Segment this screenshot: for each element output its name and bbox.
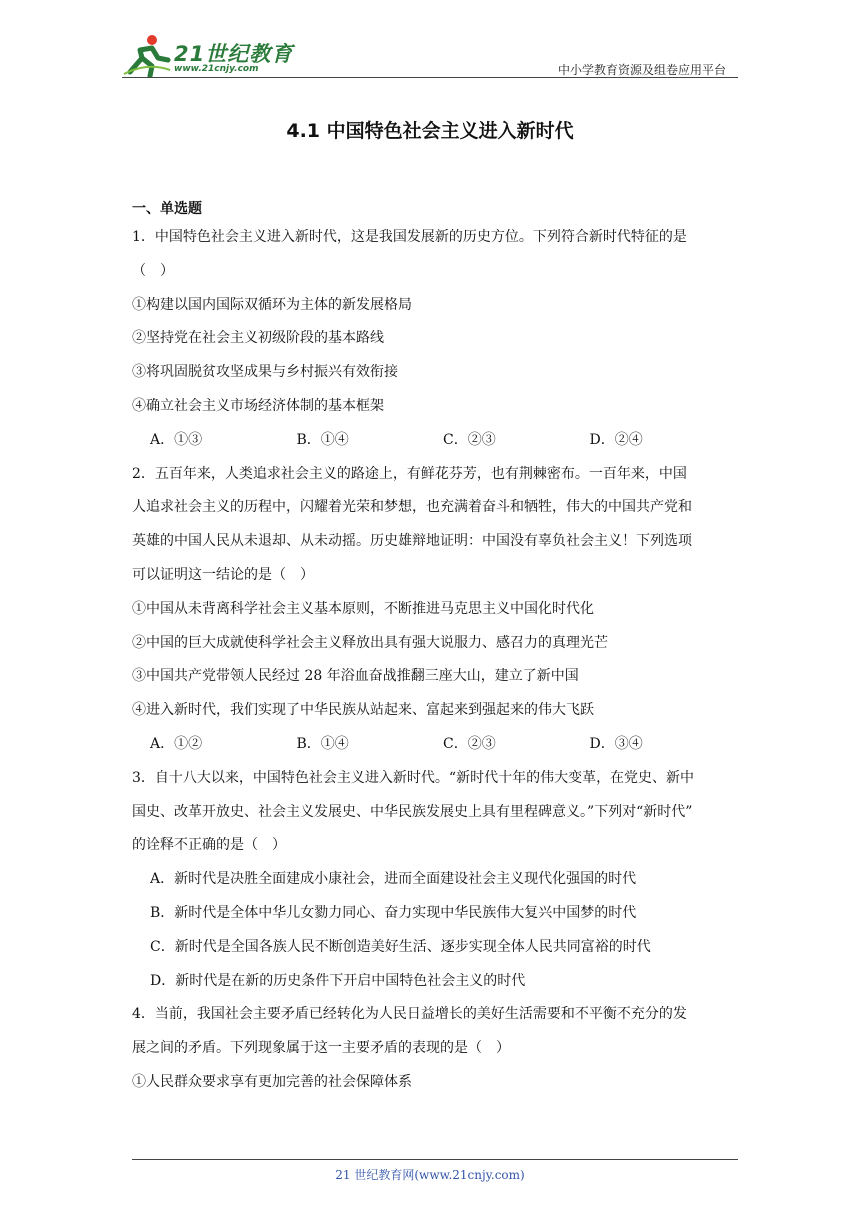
- page-footer[interactable]: 21 世纪教育网(www.21cnjy.com): [335, 1168, 525, 1182]
- question-3-option-d[interactable]: D．新时代是在新的历史条件下开启中国特色社会主义的时代: [150, 972, 526, 989]
- question-3-option-a[interactable]: A．新时代是决胜全面建成小康社会，进而全面建设社会主义现代化强国的时代: [150, 871, 637, 888]
- question-1-option-c[interactable]: C．②③: [443, 431, 496, 448]
- site-logo[interactable]: [122, 32, 292, 78]
- header-divider: [122, 77, 738, 78]
- platform-name: 中小学教育资源及组卷应用平台: [557, 63, 726, 77]
- question-2-stem-line-4: 可以证明这一结论的是（ ）: [132, 566, 314, 583]
- question-3-stem-line-2: 国史、改革开放史、社会主义发展史、中华民族发展史上具有里程碑意义。”下列对“新时代”: [132, 803, 693, 820]
- question-1-stem-line-2: （ ）: [132, 262, 174, 279]
- question-list: [132, 221, 736, 1100]
- page-title: 4.1 中国特色社会主义进入新时代: [286, 120, 574, 142]
- question-1-option-b[interactable]: B．①④: [296, 431, 349, 448]
- page-header: [122, 28, 738, 80]
- question-2-item-2: ②中国的巨大成就使科学社会主义释放出具有强大说服力、感召力的真理光芒: [132, 634, 608, 651]
- question-3-stem-line-3: 的诠释不正确的是（ ）: [132, 837, 286, 854]
- question-2-stem-line-2: 人追求社会主义的历程中，闪耀着光荣和梦想，也充满着奋斗和牺牲，伟大的中国共产党和: [132, 499, 692, 516]
- runner-logo-icon: [122, 32, 172, 78]
- question-1-item-2: ②坚持党在社会主义初级阶段的基本路线: [132, 330, 384, 347]
- logo-text: 21世纪教育: [174, 42, 294, 66]
- question-1-option-a[interactable]: A．①③: [150, 431, 203, 448]
- question-1-option-d[interactable]: D．②④: [589, 431, 643, 448]
- question-2-option-b[interactable]: B．①④: [296, 735, 349, 752]
- question-1-item-1: ①构建以国内国际双循环为主体的新发展格局: [132, 296, 412, 313]
- question-2-item-1: ①中国从未背离科学社会主义基本原则，不断推进马克思主义中国化时代化: [132, 600, 594, 617]
- question-2-item-3: ③中国共产党带领人民经过 28 年浴血奋战推翻三座大山，建立了新中国: [132, 668, 579, 685]
- question-2-item-4: ④进入新时代，我们实现了中华民族从站起来、富起来到强起来的伟大飞跃: [132, 702, 594, 719]
- question-1-item-4: ④确立社会主义市场经济体制的基本框架: [132, 397, 384, 414]
- question-4-stem-line-1: 4．当前，我国社会主要矛盾已经转化为人民日益增长的美好生活需要和不平衡不充分的发: [132, 1006, 687, 1023]
- question-2-option-a[interactable]: A．①②: [150, 735, 203, 752]
- question-2-option-d[interactable]: D．③④: [589, 735, 643, 752]
- logo-url: www.21cnjy.com: [174, 64, 259, 74]
- footer-divider: [132, 1159, 738, 1160]
- question-1-stem-line-1: 1．中国特色社会主义进入新时代，这是我国发展新的历史方位。下列符合新时代特征的是: [132, 229, 687, 245]
- question-3-option-b[interactable]: B．新时代是全体中华儿女勠力同心、奋力实现中华民族伟大复兴中国梦的时代: [150, 904, 637, 921]
- section-heading: 一、单选题: [132, 201, 202, 217]
- question-3-stem-line-1: 3．自十八大以来，中国特色社会主义进入新时代。“新时代十年的伟大变革，在党史、新中: [132, 769, 695, 786]
- question-4-stem-line-2: 展之间的矛盾。下列现象属于这一主要矛盾的表现的是（ ）: [132, 1040, 510, 1057]
- question-2-stem-line-1: 2．五百年来，人类追求社会主义的路途上，有鲜花芬芳，也有荆棘密布。一百年来，中国: [132, 465, 687, 482]
- question-2-stem-line-3: 英雄的中国人民从未退却、从未动摇。历史雄辩地证明：中国没有辜负社会主义！下列选项: [132, 533, 692, 550]
- question-2-options: [132, 728, 736, 762]
- question-1-item-3: ③将巩固脱贫攻坚成果与乡村振兴有效衔接: [132, 364, 398, 381]
- question-4-item-1: ①人民群众要求享有更加完善的社会保障体系: [132, 1073, 412, 1090]
- question-2-option-c[interactable]: C．②③: [443, 735, 496, 752]
- question-3-option-c[interactable]: C．新时代是全国各族人民不断创造美好生活、逐步实现全体人民共同富裕的时代: [150, 938, 651, 955]
- question-1-options: [132, 424, 736, 458]
